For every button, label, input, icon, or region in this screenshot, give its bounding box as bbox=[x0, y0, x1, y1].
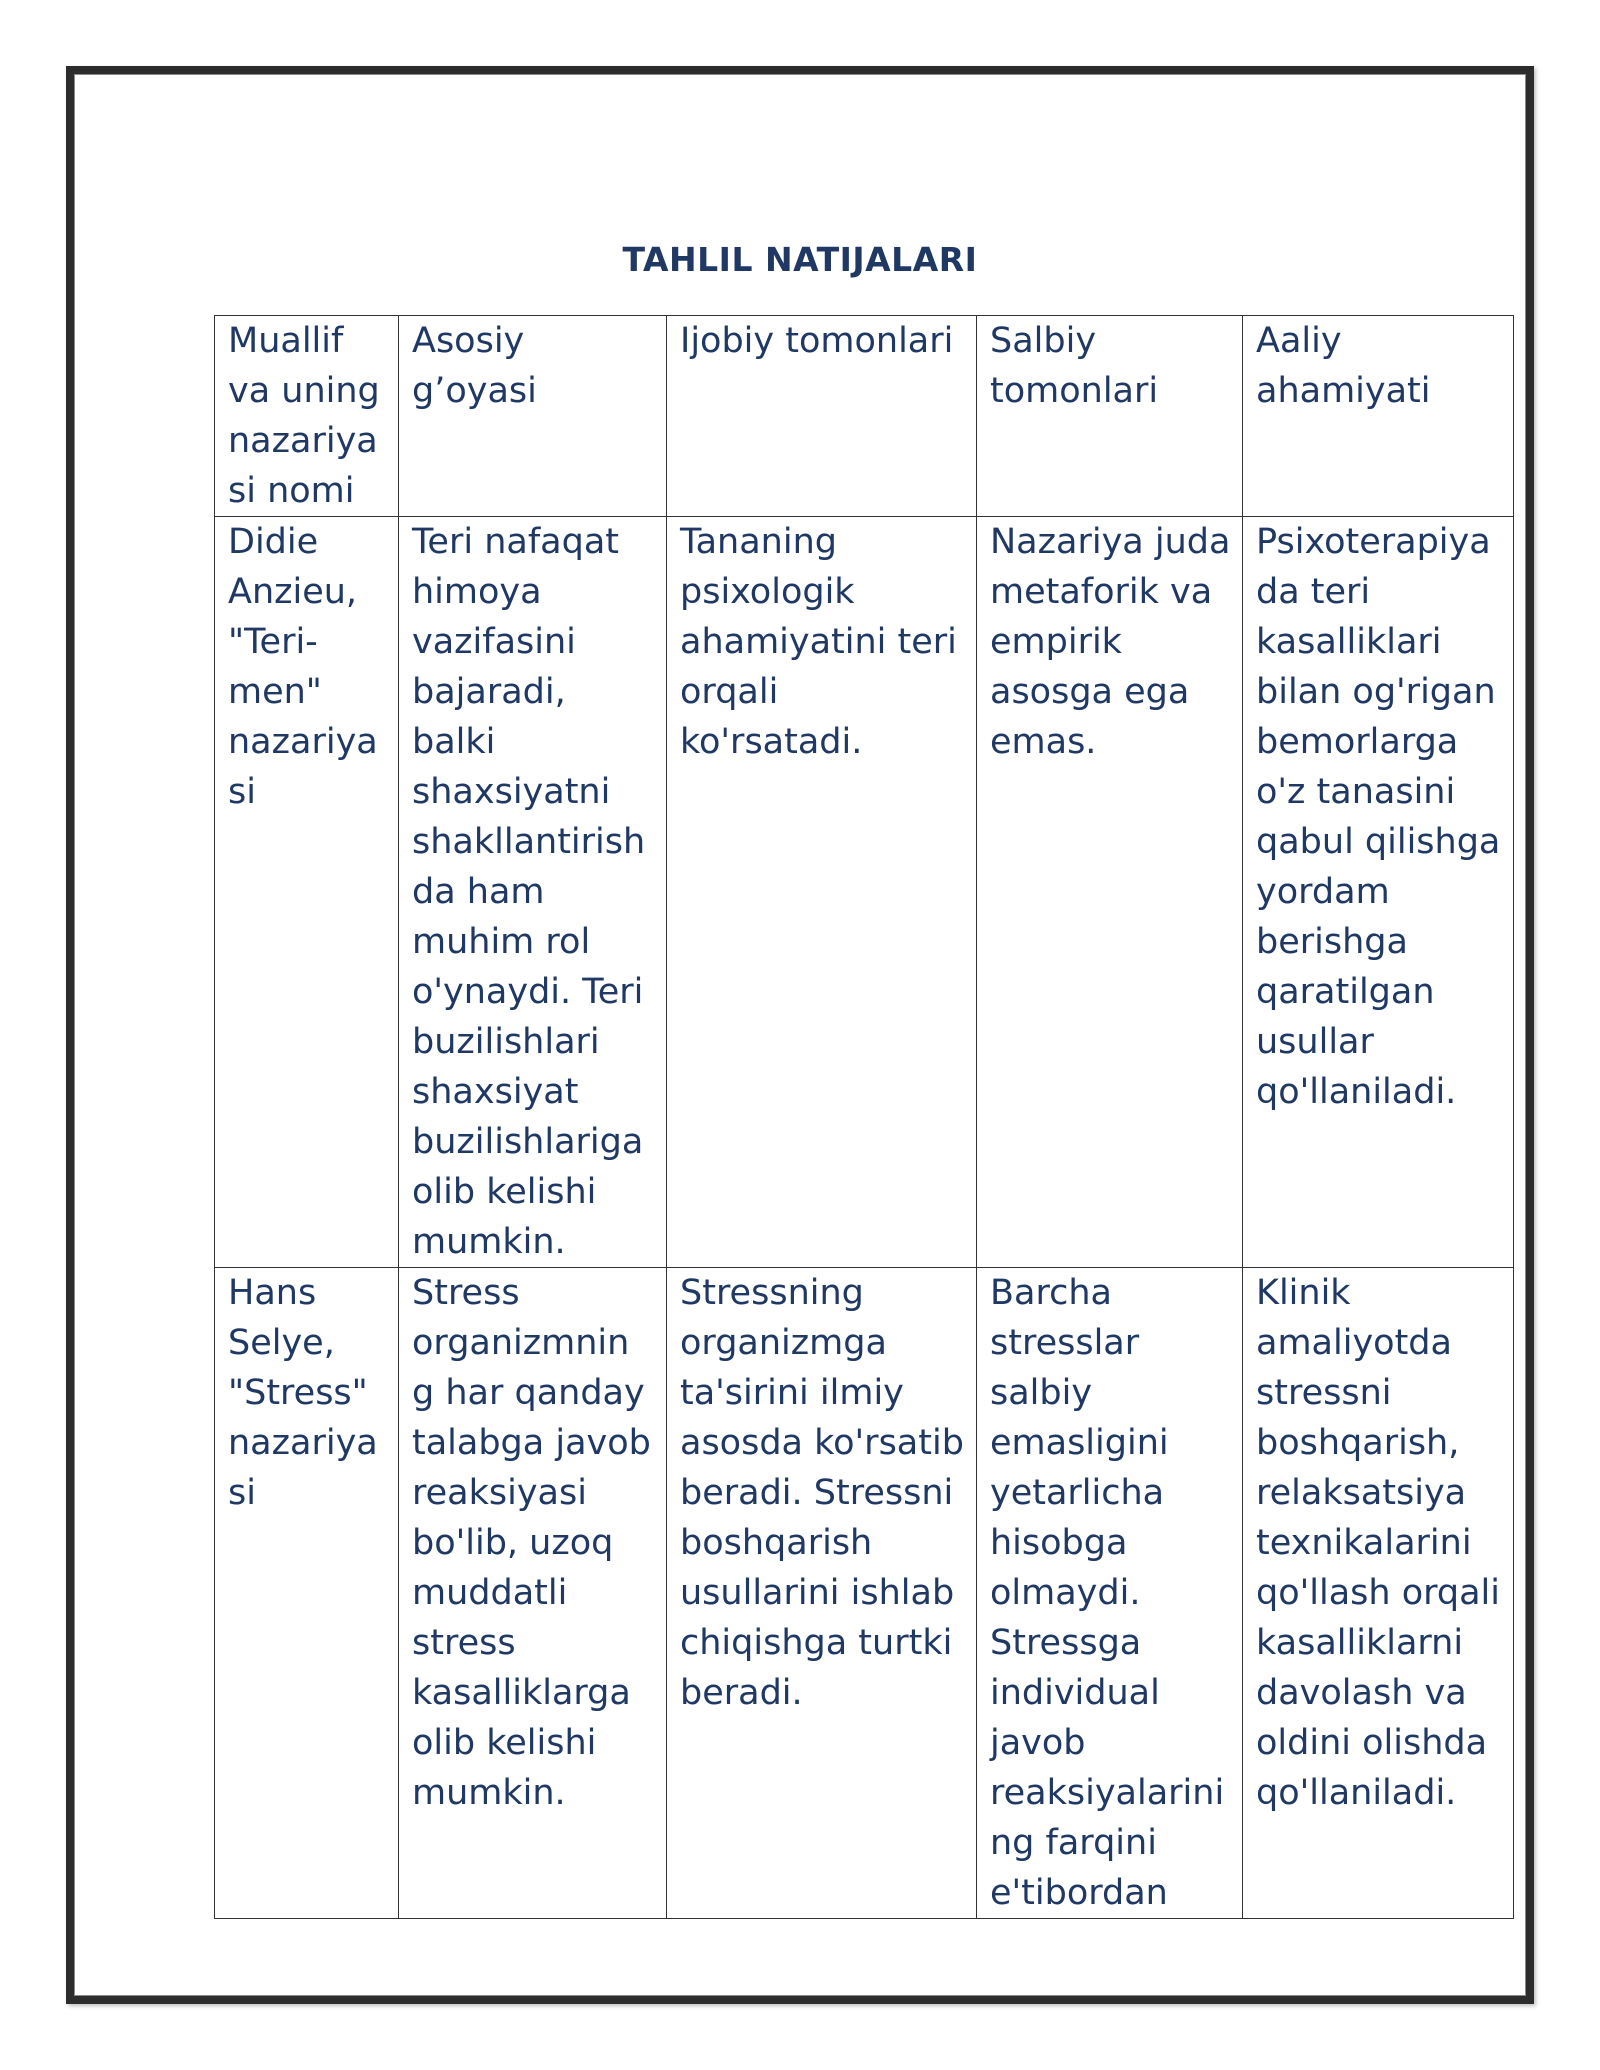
table-cell: Hans Selye, "Stress" nazariya si bbox=[215, 1268, 399, 1919]
header-negative-sides: Salbiy tomonlari bbox=[977, 316, 1243, 517]
table-cell: Klinik amaliyotda stressni boshqarish, relaksatsiya texnikalarini qo'llash orqali kasalliklarni davolash va oldini olishda qo'llaniladi. bbox=[1243, 1268, 1514, 1919]
table-cell: Nazariya juda metaforik va empirik asosga ega emas. bbox=[977, 517, 1243, 1268]
header-author-theory: Muallif va uning nazariya si nomi bbox=[215, 316, 399, 517]
header-positive-sides: Ijobiy tomonlari bbox=[667, 316, 977, 517]
header-main-idea: Asosiy g’oyasi bbox=[399, 316, 667, 517]
table-cell: Stressning organizmga ta'sirini ilmiy asosda ko'rsatib beradi. Stressni boshqarish usullarini ishlab chiqishga turtki beradi. bbox=[667, 1268, 977, 1919]
page-frame bbox=[66, 66, 1534, 2004]
table-cell: Teri nafaqat himoya vazifasini bajaradi, balki shaxsiyatni shakllantirish da ham muhim rol o'ynaydi. Teri buzilishlari shaxsiyat buzilishlariga olib kelishi mumkin. bbox=[399, 517, 667, 1268]
table-cell: Stress organizmnin g har qanday talabga javob reaksiyasi bo'lib, uzoq muddatli stress kasalliklarga olib kelishi mumkin. bbox=[399, 1268, 667, 1919]
table-cell: Barcha stresslar salbiy emasligini yetarlicha hisobga olmaydi. Stressga individual javob reaksiyalarini ng farqini e'tibordan bbox=[977, 1268, 1243, 1919]
table-cell: Didie Anzieu, "Teri-men" nazariya si bbox=[215, 517, 399, 1268]
table-header-row bbox=[215, 316, 1514, 517]
document-title: TAHLIL NATIJALARI bbox=[622, 240, 978, 279]
table-row bbox=[215, 517, 1514, 1268]
table-cell: Psixoterapiya da teri kasalliklari bilan og'rigan bemorlarga o'z tanasini qabul qilishga yordam berishga qaratilgan usullar qo'llaniladi. bbox=[1243, 517, 1514, 1268]
table-cell: Tananing psixologik ahamiyatini teri orqali ko'rsatadi. bbox=[667, 517, 977, 1268]
results-table bbox=[214, 315, 1514, 1919]
header-practical-significance: Aaliy ahamiyati bbox=[1243, 316, 1514, 517]
table-row bbox=[215, 1268, 1514, 1919]
